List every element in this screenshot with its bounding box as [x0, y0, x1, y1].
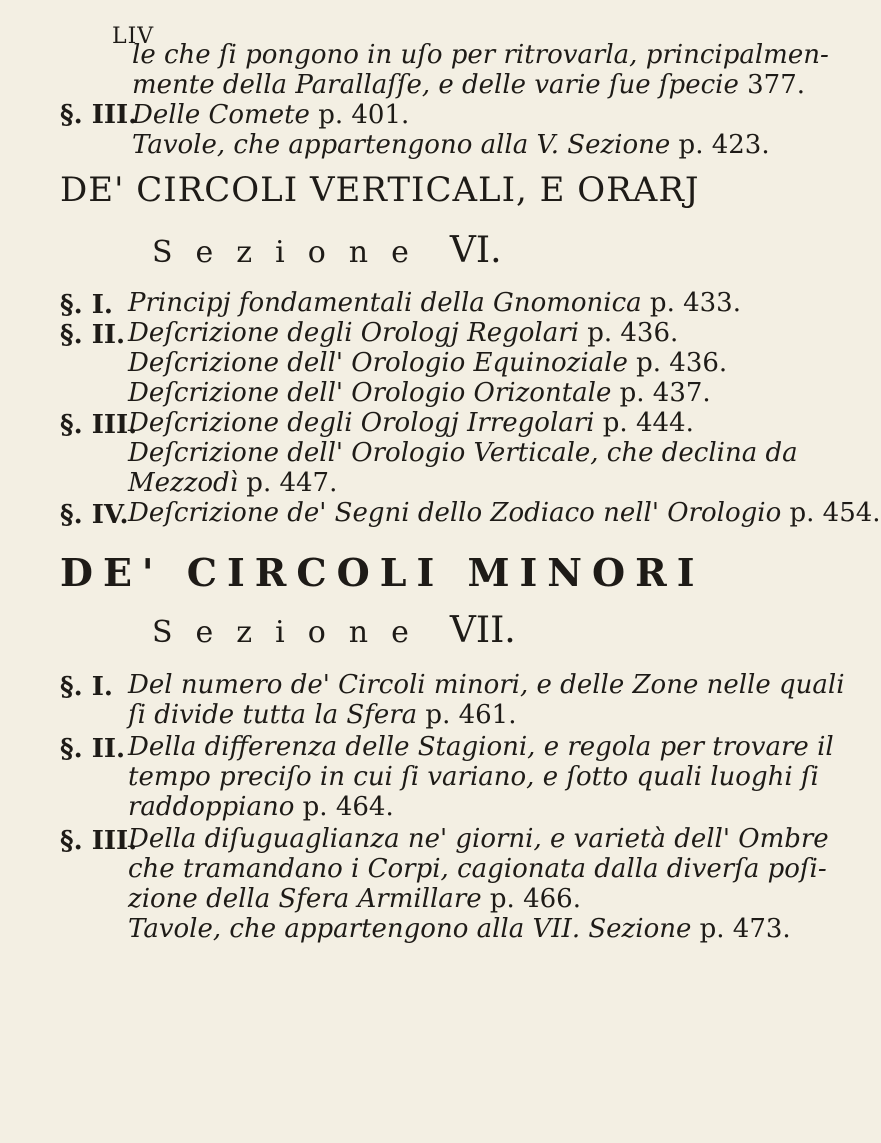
section-mark: §. III. — [60, 100, 138, 130]
section-mark: §. III. — [60, 826, 138, 856]
sezione-vii-heading: Sezione VII. — [152, 610, 516, 651]
toc-line: Mezzodì p. 447. — [128, 468, 338, 498]
section-mark: §. I. — [60, 672, 113, 702]
section-mark: §. III. — [60, 410, 138, 440]
toc-line: le che ſi pongono in uſo per ritrovarla, principalmen- — [132, 40, 829, 70]
toc-line: Deſcrizione dell' Orologio Orizontale p. 437. — [128, 378, 711, 408]
toc-line: Della diſuguaglianza ne' giorni, e varietà dell' Ombre — [128, 824, 829, 854]
toc-line: Tavole, che appartengono alla VII. Sezione p. 473. — [128, 914, 791, 944]
heading-circoli-minori: DE' CIRCOLI MINORI — [60, 550, 705, 595]
toc-line: raddoppiano p. 464. — [128, 792, 394, 822]
toc-line: Deſcrizione de' Segni dello Zodiaco nell' Orologio p. 454. — [128, 498, 881, 528]
toc-line: Della differenza delle Stagioni, e regola per trovare il — [128, 732, 834, 762]
page-number: LIV — [112, 24, 155, 49]
toc-line: Deſcrizione dell' Orologio Verticale, che declina da — [128, 438, 798, 468]
toc-line: Deſcrizione degli Orologj Regolari p. 436. — [128, 318, 679, 348]
toc-line: Tavole, che appartengono alla V. Sezione p. 423. — [132, 130, 770, 160]
toc-line: Principj fondamentali della Gnomonica p. 433. — [128, 288, 741, 318]
heading-circoli-verticali: DE' CIRCOLI VERTICALI, E ORARJ — [60, 170, 700, 210]
toc-line: zione della Sfera Armillare p. 466. — [128, 884, 581, 914]
toc-line: mente della Parallaſſe, e delle varie ſue ſpecie 377. — [132, 70, 806, 100]
toc-line: tempo preciſo in cui ſi variano, e ſotto quali luoghi ſi — [128, 762, 819, 792]
section-mark: §. I. — [60, 290, 113, 320]
section-mark: §. IV. — [60, 500, 129, 530]
toc-line: Deſcrizione dell' Orologio Equinoziale p. 436. — [128, 348, 728, 378]
section-mark: §. II. — [60, 320, 126, 350]
toc-line: Del numero de' Circoli minori, e delle Zone nelle quali — [128, 670, 845, 700]
toc-line: che tramandano i Corpi, cagionata dalla diverſa poſi- — [128, 854, 827, 884]
toc-line: ſi divide tutta la Sfera p. 461. — [128, 700, 517, 730]
toc-line: Deſcrizione degli Orologj Irregolari p. 444. — [128, 408, 694, 438]
sezione-vi-heading: Sezione VI. — [152, 230, 502, 271]
toc-line: Delle Comete p. 401. — [132, 100, 410, 130]
section-mark: §. II. — [60, 734, 126, 764]
